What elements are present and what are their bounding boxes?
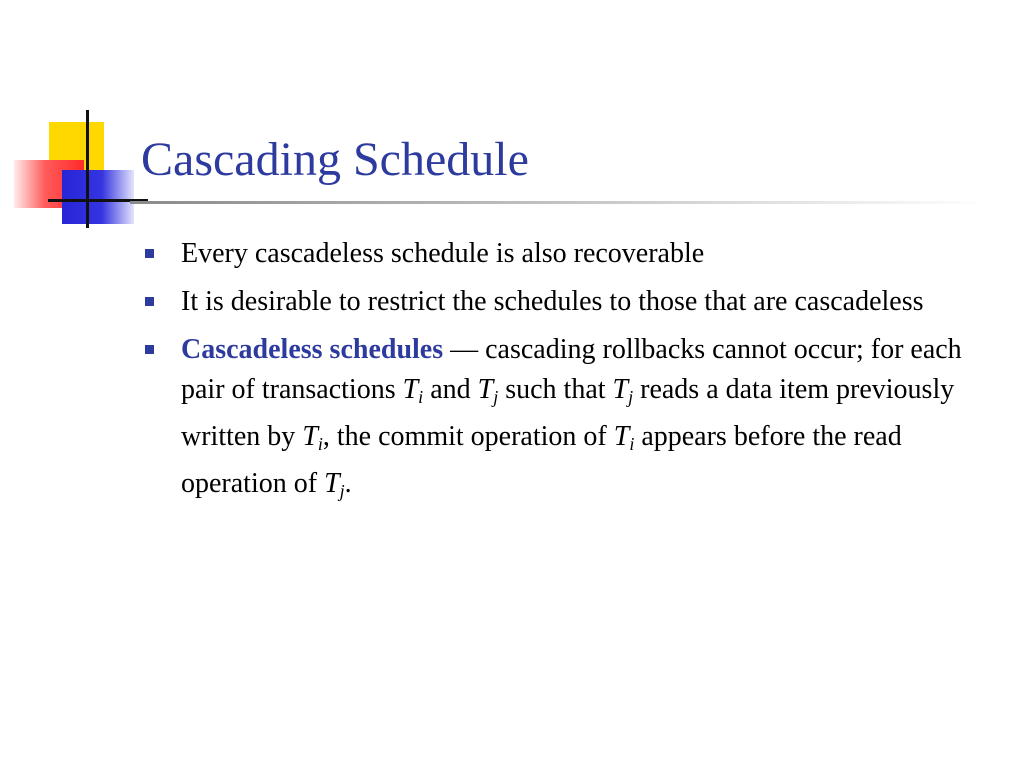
bullet-text: . [344, 468, 352, 499]
var-t: T [613, 421, 630, 452]
bullet-square-icon [145, 297, 154, 306]
slide-template-logo-icon [0, 0, 160, 240]
bullet-text: such that [498, 374, 613, 405]
logo-blue-square [62, 170, 134, 224]
var-subscript: j [628, 387, 634, 407]
bullet-item [141, 234, 971, 274]
var-subscript: j [493, 387, 499, 407]
var-subscript: i [418, 387, 424, 407]
bullet-square-icon [145, 249, 154, 258]
bullet-text: and [423, 374, 478, 405]
bullet-text: It is desirable to restrict the schedules to those that are cascadeless [181, 286, 924, 317]
logo-vertical-line [86, 110, 89, 228]
bullet-text: , the commit operation of [322, 421, 614, 452]
var-t: T [477, 374, 494, 405]
var-t: T [402, 374, 419, 405]
term-cascadeless-schedules: Cascadeless schedules [181, 334, 444, 365]
bullet-item [141, 330, 971, 511]
var-subscript: j [339, 481, 345, 501]
var-subscript: i [317, 434, 323, 454]
bullet-text: Every cascadeless schedule is also recoverable [181, 238, 705, 269]
bullet-text: appears before the read operation of [181, 421, 902, 499]
bullet-list [141, 234, 971, 519]
title-underline [130, 201, 990, 204]
var-subscript: i [629, 434, 635, 454]
bullet-square-icon [145, 345, 154, 354]
var-t: T [612, 374, 629, 405]
var-t: T [324, 468, 340, 499]
slide-title: Cascading Schedule [141, 133, 529, 186]
bullet-text: cascading rollbacks cannot occur; for each pair of transactions [181, 334, 962, 405]
bullet-text: reads a data item previously written by [181, 374, 955, 452]
bullet-item [141, 282, 971, 322]
var-t: T [302, 421, 318, 452]
em-dash: — [443, 334, 486, 365]
